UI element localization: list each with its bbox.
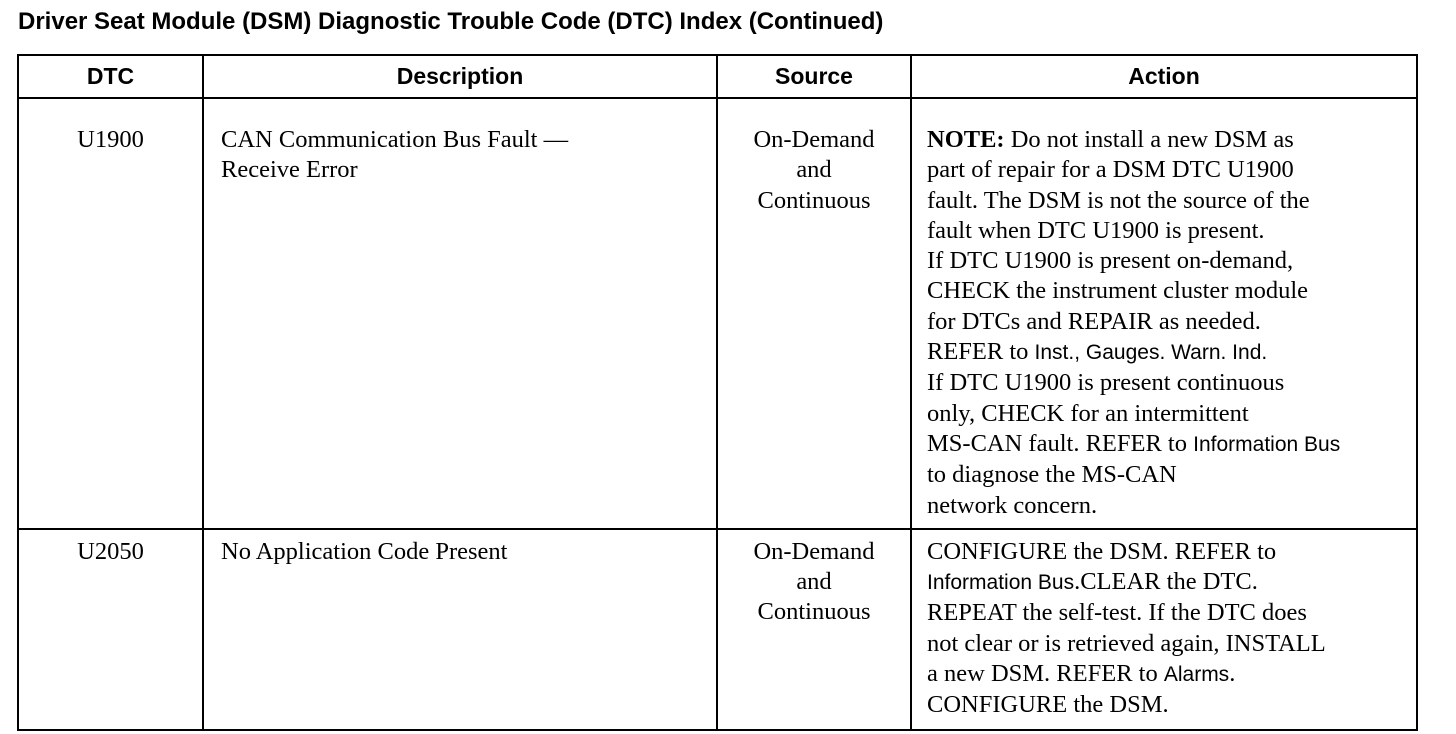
dtc-index-table [17, 54, 1418, 731]
source-cell [717, 529, 911, 730]
source-line: and [796, 156, 832, 184]
action-line: for DTCs and REPAIR as needed. [927, 307, 1261, 335]
action-line: If DTC U1900 is present on-demand, [927, 247, 1294, 275]
action-line: CONFIGURE the DSM. [927, 691, 1169, 719]
action-text: REFER to [927, 338, 1035, 366]
description-line: CAN Communication Bus Fault — [221, 126, 569, 153]
column-header-dtc: DTC [18, 55, 203, 98]
column-header-action: Action [911, 55, 1417, 98]
column-header-source: Source [717, 55, 911, 98]
action-line: fault when DTC U1900 is present. [927, 216, 1265, 244]
reference-link-information-bus[interactable]: Information Bus [1193, 432, 1341, 456]
column-header-description: Description [203, 55, 717, 98]
dtc-cell: U2050 [18, 529, 203, 730]
source-line: Continuous [757, 186, 871, 214]
action-text: Do not install a new DSM as [1004, 126, 1294, 153]
action-text: MS-CAN fault. REFER to [927, 429, 1194, 457]
table-row [18, 529, 1417, 730]
description-line: No Application Code Present [221, 537, 508, 565]
action-cell [911, 529, 1417, 730]
description-cell [203, 98, 717, 529]
action-text: . [1229, 660, 1236, 688]
description-line: Receive Error [221, 156, 358, 184]
reference-link-alarms[interactable]: Alarms [1163, 663, 1230, 687]
page-title: Driver Seat Module (DSM) Diagnostic Trouble Code (DTC) Index (Continued) [18, 8, 884, 35]
action-text: .CLEAR the DTC. [1074, 568, 1258, 596]
action-line: network concern. [927, 491, 1098, 519]
description-cell [203, 529, 717, 730]
action-line: CONFIGURE the DSM. REFER to [927, 537, 1277, 565]
source-line: On-Demand [753, 126, 875, 153]
action-line [927, 659, 1416, 690]
source-line: On-Demand [753, 537, 875, 565]
dtc-cell: U1900 [18, 98, 203, 529]
action-line: to diagnose the MS-CAN [927, 461, 1177, 489]
table-row [18, 98, 1417, 529]
action-cell [911, 98, 1417, 529]
note-label: NOTE: [927, 126, 1005, 153]
action-line: CHECK the instrument cluster module [927, 277, 1309, 305]
source-line: and [796, 568, 832, 596]
action-line: REPEAT the self-test. If the DTC does [927, 599, 1307, 627]
action-line: not clear or is retrieved again, INSTALL [927, 629, 1326, 657]
reference-link-inst-gauges[interactable]: Inst., Gauges. Warn. Ind. [1034, 341, 1268, 365]
action-line [927, 567, 1416, 598]
action-line: part of repair for a DSM DTC U1900 [927, 156, 1294, 184]
table-header-row [18, 55, 1417, 98]
source-cell [717, 98, 911, 529]
action-line [927, 125, 1416, 155]
reference-link-information-bus[interactable]: Information Bus [927, 571, 1075, 595]
action-line: If DTC U1900 is present continuous [927, 369, 1285, 397]
action-line: fault. The DSM is not the source of the [927, 186, 1310, 214]
action-text: a new DSM. REFER to [927, 660, 1164, 688]
action-line [927, 429, 1416, 460]
action-line [927, 337, 1416, 368]
source-line: Continuous [757, 598, 871, 626]
action-line: only, CHECK for an intermittent [927, 399, 1249, 427]
